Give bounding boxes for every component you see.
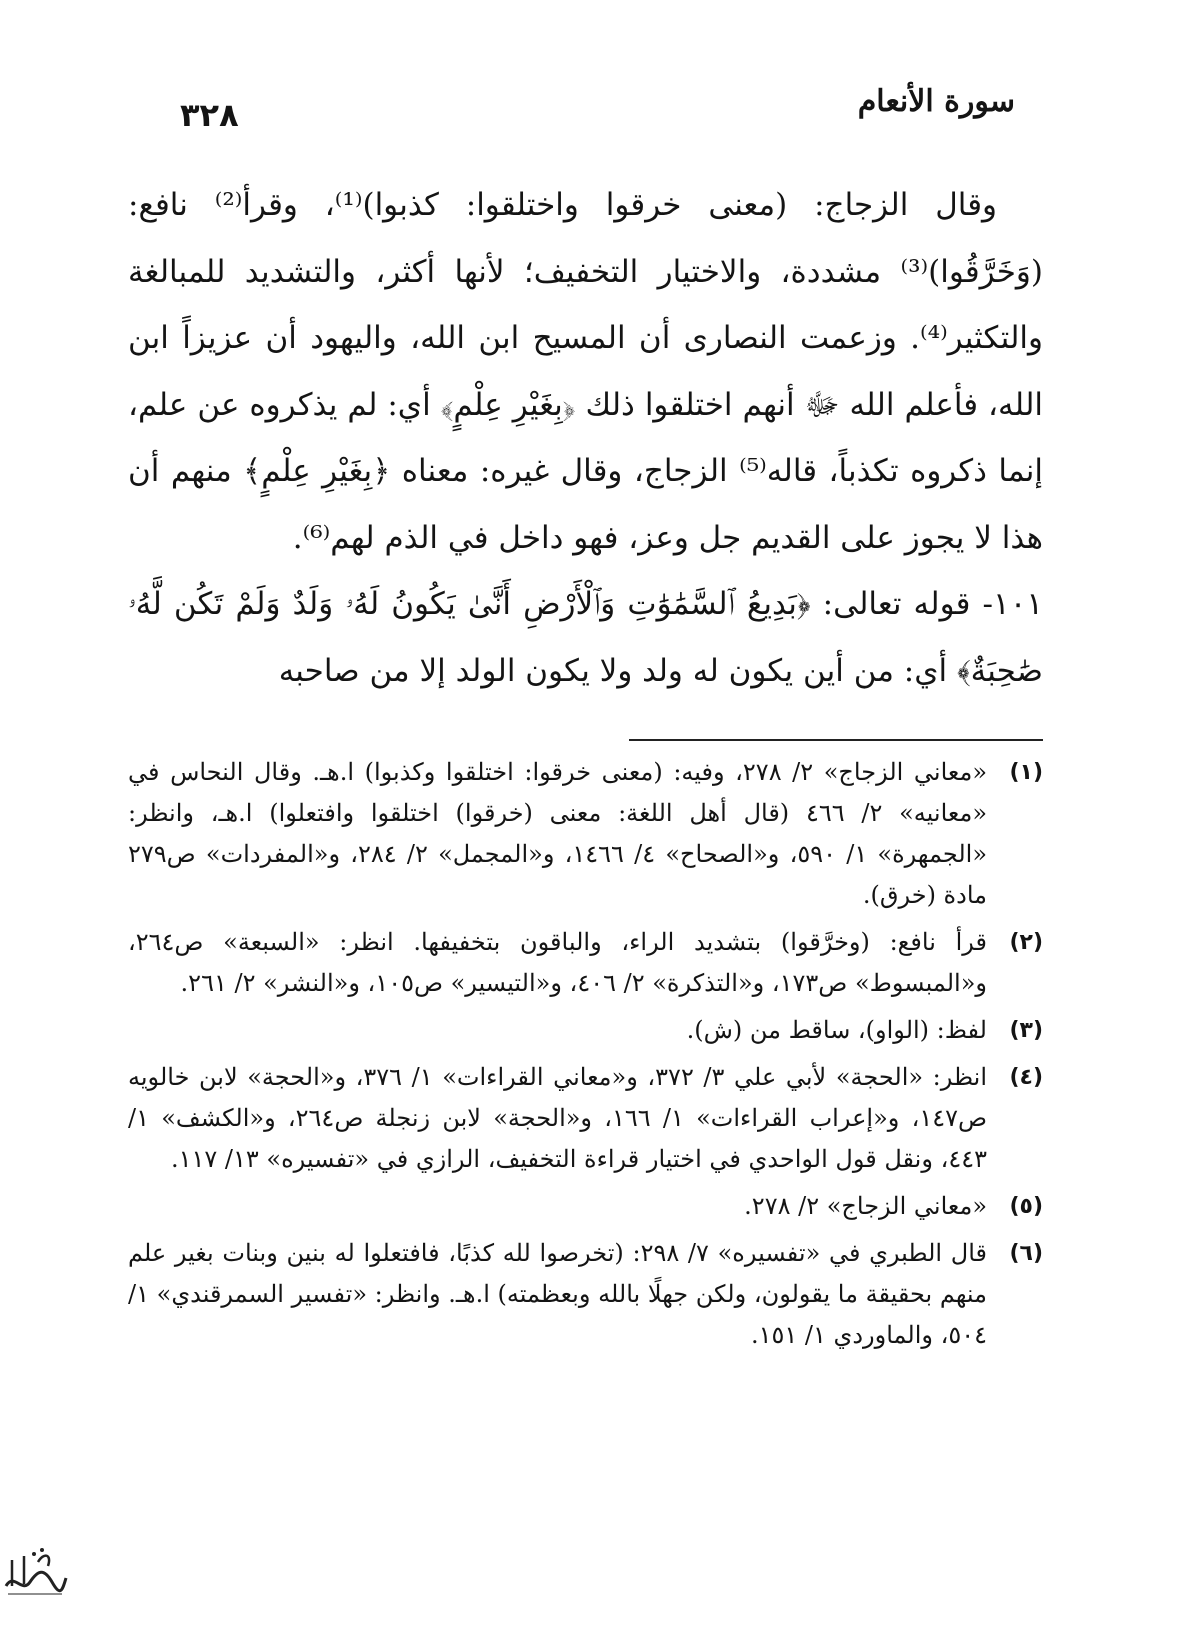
footnote-divider <box>629 739 1043 741</box>
footnote-number: (٤) <box>1009 1065 1043 1090</box>
footnote-text: لفظ: (الواو)، ساقط من (ش). <box>686 1016 987 1044</box>
footnote-text: «معاني الزجاج» ٢/ ٢٧٨، وفيه: (معنى خرقوا: اختلقوا وكذبوا) ا.هـ. وقال النحاس في «معانيه» ٢/ ٤٦٦ (قال أهل اللغة: معنى (خرقوا) اختلقوا وافتعلوا) ا.هـ، وانظر: «الجمهرة» ١/ ٥٩٠، و«الصحاح» ٤/ ١٤٦٦، و«المجمل» ٢/ ٢٨٤، و«المفردات» ص٢٧٩ مادة (خرق). <box>128 758 988 909</box>
footnotes <box>128 752 1043 1362</box>
footnote <box>128 1010 1043 1051</box>
footnote-number: (٥) <box>1009 1194 1043 1219</box>
footnote <box>128 1186 1043 1227</box>
footnote-text: «معاني الزجاج» ٢/ ٢٧٨. <box>744 1192 987 1220</box>
footnote <box>128 752 1043 916</box>
page-header <box>180 78 1015 138</box>
footnote <box>128 1233 1043 1356</box>
footnote-text: قرأ نافع: (وخرَّقوا) بتشديد الراء، والباقون بتخفيفها. انظر: «السبعة» ص٢٦٤، و«المبسوط» ص١٧٣، و«التذكرة» ٢/ ٤٠٦، و«التيسير» ص١٠٥، و«النشر» ٢/ ٢٦١. <box>128 928 987 997</box>
footnote-text: قال الطبري في «تفسيره» ٧/ ٢٩٨: (تخرصوا لله كذبًا، فافتعلوا له بنين وبنات بغير علم منهم بحقيقة ما يقولون، ولكن جهلًا بالله وبعظمته) ا.هـ. وانظر: «تفسير السمرقندي» ١/ ٥٠٤، والماوردي ١/ ١٥١. <box>128 1239 987 1349</box>
footnote <box>128 1057 1043 1180</box>
footnote-number: (٢) <box>1009 930 1043 955</box>
footnote <box>128 922 1043 1004</box>
paragraph: وقال الزجاج: (معنى خرقوا واختلقوا: كذبوا)⁽¹⁾، وقرأ⁽²⁾ نافع: (وَخَرَّقُوا)⁽³⁾ مشددة، والاختيار التخفيف؛ لأنها أكثر، والتشديد للمبالغة والتكثير⁽⁴⁾. وزعمت النصارى أن المسيح ابن الله، واليهود أن عزيزاً ابن الله، فأعلم الله ﷻ أنهم اختلقوا ذلك ﴿بِغَيْرِ عِلْمٍ﴾ أي: لم يذكروه عن علم، إنما ذكروه تكذباً، قاله⁽⁵⁾ الزجاج، وقال غيره: معناه ﴿بِغَيْرِ عِلْمٍ﴾ منهم أن هذا لا يجوز على القديم جل وعز، فهو داخل في الذم لهم⁽⁶⁾. <box>128 187 1044 556</box>
page-number: ٣٢٨ <box>180 96 239 134</box>
footnote-number: (٣) <box>1009 1018 1043 1043</box>
footnote-number: (٦) <box>1009 1241 1043 1266</box>
main-text <box>128 172 1043 704</box>
footnote-number: (١) <box>1009 760 1043 785</box>
library-logo-icon <box>0 1542 70 1602</box>
paragraph: ١٠١- قوله تعالى: ﴿بَدِيعُ ٱلسَّمَٰوَٰتِ وَٱلْأَرْضِ أَنَّىٰ يَكُونُ لَهُۥ وَلَدٌ وَلَمْ تَكُن لَّهُۥ صَٰحِبَةٌ﴾ أي: من أين يكون له ولد ولا يكون الولد إلا من صاحبه <box>128 586 1043 689</box>
surah-title: سورة الأنعام <box>857 84 1015 119</box>
footnote-text: انظر: «الحجة» لأبي علي ٣/ ٣٧٢، و«معاني القراءات» ١/ ٣٧٦، و«الحجة» لابن خالويه ص١٤٧، و«إعراب القراءات» ١/ ١٦٦، و«الحجة» لابن زنجلة ص٢٦٤، و«الكشف» ١/ ٤٤٣، ونقل قول الواحدي في اختيار قراءة التخفيف، الرازي في «تفسيره» ١٣/ ١١٧. <box>128 1063 988 1173</box>
